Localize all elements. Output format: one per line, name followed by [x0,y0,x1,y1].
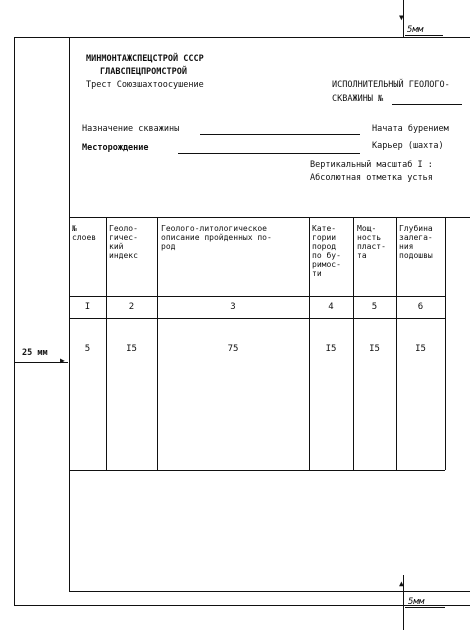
col-number-4: 4 [328,302,334,312]
left-dimension-label: 25 мм [22,348,48,358]
col-width-4: I5 [325,344,337,354]
col-number-3: 3 [230,302,236,312]
col-number-2: 2 [128,302,135,312]
drilling-start-label: Начата бурением [372,124,449,134]
bottom-dimension-label: 5мм [408,597,425,607]
top-dimension-label: 5мм [407,25,424,35]
purpose-label: Назначение скважины [82,124,180,134]
vertical-scale-label: Вертикальный масштаб I : [310,160,433,170]
col-header-geological-index: Геоло- гичес- кий индекс [109,224,138,260]
col-header-thickness: Мощ- ность пласт- та [357,224,386,260]
col-header-drilling-category: Кате- гории пород по бу- римос- ти [312,224,341,278]
col-width-5: I5 [369,344,380,354]
col-number-1: I [84,302,91,312]
department-name: ГЛАВСПЕЦПРОМСТРОЙ [100,67,187,77]
absolute-mark-label: Абсолютная отметка устья [310,173,433,183]
document-title-line1: ИСПОЛНИТЕЛЬНЫЙ ГЕОЛОГО- [332,80,450,90]
deposit-underline [178,153,360,154]
table-header-bottom [69,296,445,297]
col-number-6: 6 [417,302,424,312]
trust-name: Трест Союзшахтоосушение [86,80,204,90]
col-header-description: Геолого-литологическое описание пройденных по- род [161,224,272,251]
ministry-name: МИНМОНТАЖСПЕЦСТРОЙ СССР [86,54,204,64]
col-width-2: I5 [126,344,137,354]
col-width-1: 5 [84,344,91,354]
table-number-row-bottom [69,318,445,319]
deposit-label: Месторождение [82,143,149,153]
bottom-dimension-underline [405,607,445,608]
top-dimension-underline [405,35,443,36]
table-bottom-border [69,470,445,471]
purpose-underline [200,134,360,135]
col-width-3: 75 [227,344,239,354]
bottom-dimension-arrow-icon: ▲ [399,579,404,588]
frame-bottom-edge [69,591,470,592]
left-dimension-arrow-icon: ▶ [60,356,65,365]
col-header-layer-number: № слоев [72,224,97,242]
quarry-label: Карьер (шахта) [372,141,444,151]
table-top-border [69,217,470,218]
sheet-bottom-edge [14,605,470,606]
document-title-line2: СКВАЖИНЫ № [332,94,384,104]
col-header-depth: Глубина залега- ния подошвы [399,224,433,260]
col-number-5: 5 [371,302,378,312]
well-number-underline [392,104,462,105]
sheet-left-edge [14,37,15,605]
col-divider-6 [445,217,446,470]
sheet-top-edge [14,37,470,38]
top-dimension-arrow-icon: ▼ [399,13,404,22]
col-width-6: I5 [415,344,426,354]
frame-left-edge [69,37,70,592]
